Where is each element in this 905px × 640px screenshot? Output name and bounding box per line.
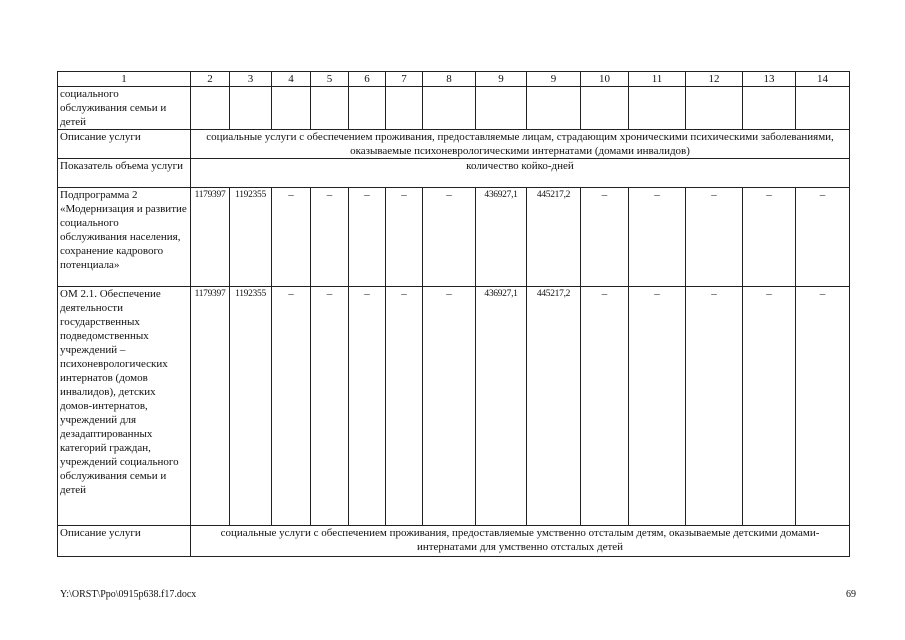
col-header: 9 [476,72,527,87]
volume-indicator: количество койко-дней [191,159,850,188]
cell-value: – [686,287,743,526]
cell-value: 436927,1 [476,188,527,287]
col-header: 10 [581,72,629,87]
table-row [58,159,850,188]
cell-value: 1179397 [191,188,230,287]
row-label: социального обслуживания семьи и детей [58,87,191,130]
col-header: 6 [349,72,386,87]
col-header: 5 [311,72,349,87]
service-description: социальные услуги с обеспечением проживания, предоставляемые лицам, страдающим хроническими психическими заболеваниями, оказываемые психоневрологическими интернатами (домами инвалидов) [191,130,850,159]
col-header: 13 [743,72,796,87]
cell-value: 1192355 [230,188,272,287]
table-row [58,130,850,159]
cell-value: – [743,188,796,287]
table-row [58,188,850,287]
cell-value: – [581,287,629,526]
cell-value: – [386,287,423,526]
col-header: 4 [272,72,311,87]
table-row [58,526,850,557]
cell-value: – [796,287,850,526]
row-label: Описание услуги [58,526,191,557]
col-header: 11 [629,72,686,87]
table-row [58,287,850,526]
data-table [57,71,850,557]
cell-value: – [629,287,686,526]
cell-value: – [349,188,386,287]
cell-value: 436927,1 [476,287,527,526]
cell-value: 445217,2 [527,287,581,526]
col-header: 12 [686,72,743,87]
row-label: Описание услуги [58,130,191,159]
cell-value: – [581,188,629,287]
cell-value: – [386,188,423,287]
cell-value: – [311,287,349,526]
cell-value: 1192355 [230,287,272,526]
row-label: ОМ 2.1. Обеспечение деятельности государственных подведомственных учреждений – психоневрологических интернатов (домов инвалидов), детских домов-интернатов, учреждений для дезадаптированных категорий граждан, учреждений социального обслуживания семьи и детей [58,287,191,526]
cell-value: – [796,188,850,287]
cell-value: – [686,188,743,287]
cell-value: – [743,287,796,526]
cell-value: – [349,287,386,526]
col-header: 14 [796,72,850,87]
col-header: 3 [230,72,272,87]
cell-value: – [272,188,311,287]
cell-value: – [311,188,349,287]
cell-value: – [423,188,476,287]
header-row [58,72,850,87]
row-label: Подпрограмма 2 «Модернизация и развитие социального обслуживания населения, сохранение кадрового потенциала» [58,188,191,287]
cell-value: 445217,2 [527,188,581,287]
col-header: 1 [58,72,191,87]
cell-value: – [272,287,311,526]
cell-value: – [629,188,686,287]
page-number: 69 [846,589,856,600]
col-header: 9 [527,72,581,87]
col-header: 8 [423,72,476,87]
row-label: Показатель объема услуги [58,159,191,188]
service-description: социальные услуги с обеспечением проживания, предоставляемые умственно отсталым детям, оказываемые детскими домами-интернатами для умственно отсталых детей [191,526,850,557]
cell-value: – [423,287,476,526]
col-header: 2 [191,72,230,87]
table-row [58,87,850,130]
file-path: Y:\ORST\Ppo\0915p638.f17.docx [60,589,197,600]
col-header: 7 [386,72,423,87]
cell-value: 1179397 [191,287,230,526]
